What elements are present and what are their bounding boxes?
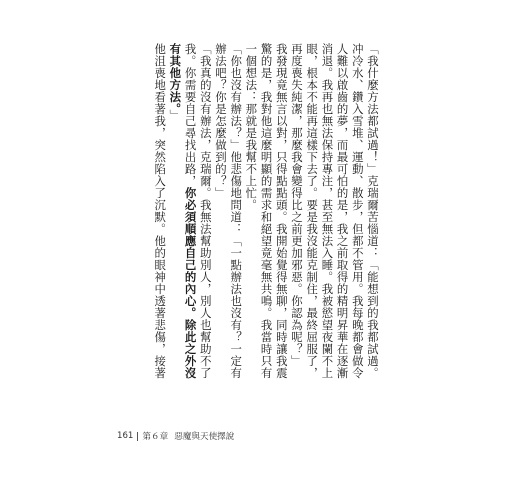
running-footer (117, 429, 234, 443)
text-segment: 他沮喪地看著我，突然陷入了沉默。他的眼神中透著悲傷，接著 (153, 43, 168, 379)
text-segment: 」 (168, 109, 183, 122)
paragraph (243, 43, 289, 381)
paragraph (289, 43, 380, 381)
body-text (144, 43, 380, 381)
chapter-title: 惡魔與天使擇說 (174, 432, 235, 442)
footer-divider (137, 432, 138, 441)
text-segment: 「我什麼方法都試過！」克瑞爾苦惱道：「能想到的我都試過。冲冷水、鑽入雪堆、運動、散步，但都不管用。我每晚都會做令人難以啟齒的夢，而最可怕的是，我之前取得的精明昇華在逐漸消退。我再也無法保持專注，甚至無法入睡。我被慾望夜闌不上眼，根本不能再這樣下去了。要是我沒能克制住，最終屈服了，再度喪失純潔，那麼我會變得比之前更加邪惡。你認為呢？」 (289, 43, 380, 379)
text-segment: 「你也沒有辦法？」他悲傷地問道：「一點辦法也沒有？一定有辦法吧？你是怎麼做到的？」 (213, 43, 244, 379)
paragraph (213, 43, 243, 381)
text-segment: 「我真的沒有辦法，克瑞爾。我無法幫助別人，別人也幫助不了我。你需要自己尋找出路， (183, 43, 213, 379)
paragraph (152, 43, 167, 381)
text-segment: 我發現竟無言以對，只得點點頭。我開始覺得無聊，同時讓我震驚的是，我對他這麼明顯的需求和絕望竟毫無共鳴。我當時只有一個想法：那就是我幫不上忙。 (244, 43, 289, 379)
chapter-label: 第６章 (142, 432, 169, 442)
paragraph (167, 43, 213, 381)
page-number: 161 (117, 431, 134, 441)
emphasized-text: 你必須順應自己的內心。除此之外沒有其他方法。 (168, 43, 198, 379)
